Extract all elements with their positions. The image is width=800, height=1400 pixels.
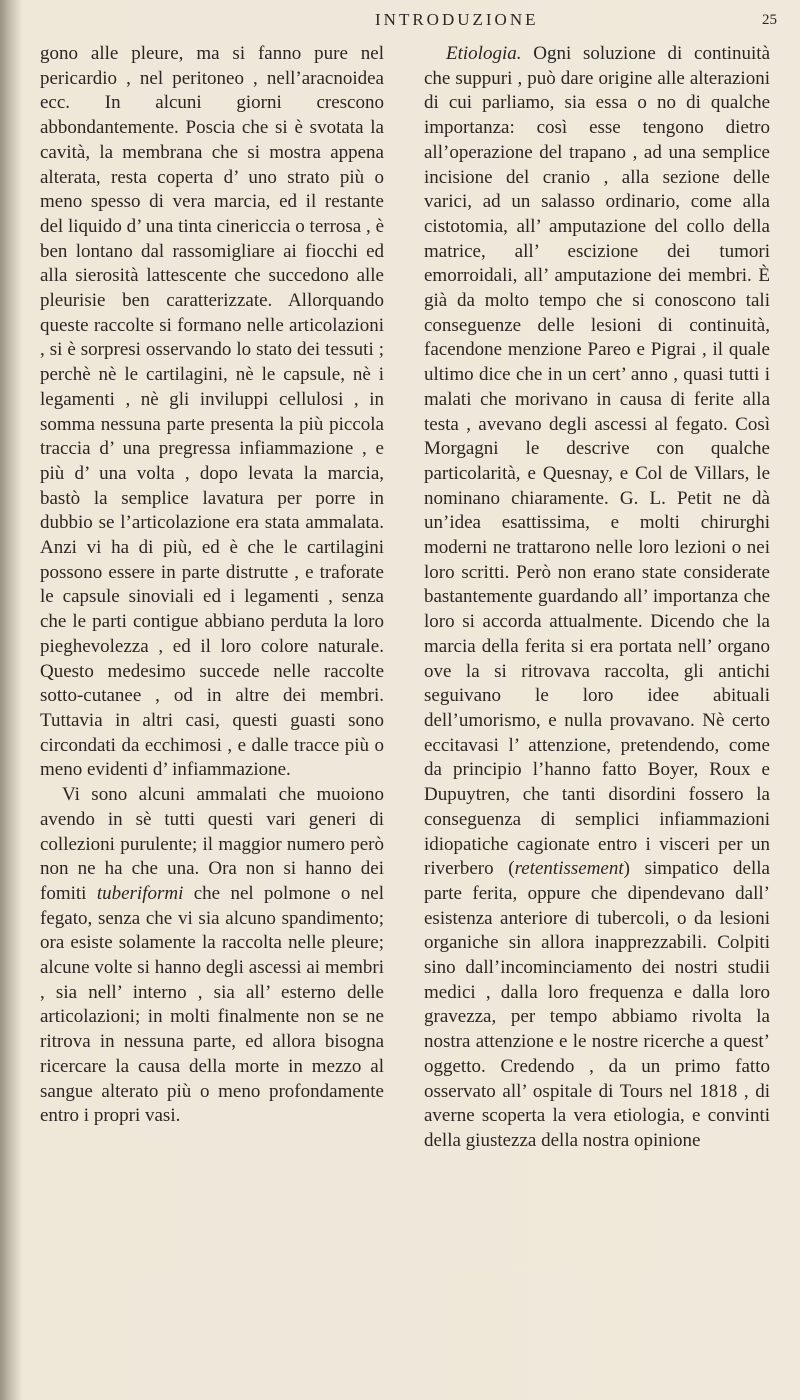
text-run: Ogni soluzione di continuità che suppuri , può dare origine alle alterazioni di cui parliamo, sia essa o no di qualche importanza: così esse tengono dietro all’operazione del trapano , ad una semplice incisione del cranio , alla sezione delle varici, ad un salasso ordinario, come alla cistotomia, all’ amputazione del collo della matrice, all’ escizione dei tumori emorroidali, all’ amputazione dei membri. È già da molto tempo che si conoscono tali conseguenze delle lesioni di continuità, facendone menzione Pareo e Pigrai , il quale ultimo dice che in un cert’ anno , quasi tutti i malati che morivano in causa di ferite alla testa , avevano degli ascessi al fegato. Così Morgagni le descrive con qualche particolarità, e Quesnay, e Col de Villars, le nominano chiaramente. G. L. Petit ne dà un’idea esattissima, e molti chirurghi moderni ne trattarono nelle loro lezioni o nei loro scritti. Però non erano state considerate bastantemente guardando all’ importanza che loro si accorda attualmente. Dicendo che la marcia della ferita si era portata nell’ organo ove la si ritrovava raccolta, gli antichi seguivano le loro idee abituali dell’umorismo, e nulla provavano. Nè certo eccitavasi l’ attenzione, pretendendo, come da principio l’hanno fatto Boyer, Roux e Dupuytren, che tanti disordini fossero la conseguenza di semplici infiammazioni idiopatiche cagionate entro i visceri per un riverbero ( xyxy=(424,43,770,880)
paragraph-etiology xyxy=(424,42,770,1154)
text-run: ) simpatico della parte ferita, oppure che dipendevano dall’ esistenza anteriore di tubercoli, o da lesioni organiche sin allora inapprezzabili. Colpiti sino dall’incominciamento dei nostri studii medici , dalla loro frequenza e dalla loro gravezza, per tempo abbiamo rivolta la nostra attenzione e le nostre ricerche a quest’ oggetto. Credendo , da un primo fatto osservato all’ ospitale di Tours nel 1818 , di averne scoperta la vera etiologia, e convinti della giustezza della nostra opinione xyxy=(424,858,770,1151)
page-number: 25 xyxy=(762,12,777,28)
text-run: che nel polmone o nel fegato, senza che vi sia alcuno spandimento; ora esiste solamente la raccolta nelle pleure; alcune volte si hanno degli ascessi ai membri , sia nell’ interno , sia all’ esterno delle articolazioni; in molti finalmente non se ne ritrova in nessuna parte, ed allora bisogna ricercare la causa della morte in mezzo al sangue alterato più o meno profondamente entro i propri vasi. xyxy=(40,882,384,1127)
running-title: INTRODUZIONE xyxy=(375,10,539,29)
right-column xyxy=(424,42,770,1154)
italic-term: retentissement xyxy=(514,858,624,880)
paragraph-continuation: gono alle pleure, ma si fanno pure nel pericardio , nel peritoneo , nell’aracnoidea ecc. In alcuni giorni crescono abbondantemente. Poscia che si è svotata la cavità, la membrana che si mostra appena alterata, resta coperta d’ uno strato più o meno spesso di vera marcia, ed il restante del liquido d’ una tinta cinericcia o terrosa , è ben lontano dal rassomigliare ai fiocchi ed alla sierosità lattescente che succedono alle pleurisie ben caratterizzate. Allorquando queste raccolte si formano nelle articolazioni , si è sorpresi osservando lo stato dei tessuti ; perchè nè le cartilagini, nè le capsule, nè i legamenti , nè gli inviluppi cellulosi , in somma nessuna parte presenta la più piccola traccia d’ una pregressa infiammazione , e più d’ una volta , dopo levata la marcia, bastò la semplice lavatura per porre in dubbio se l’articolazione era stata ammalata. Anzi vi ha di più, ed è che le cartilagini possono essere in parte distrutte , e traforate le capsule sinoviali ed i legamenti , senza che le parti contigue abbiano perduta la loro pieghevolezza , ed il loro colore naturale. Questo medesimo succede nelle raccolte sotto-cutanee , od in altre dei membri. Tuttavia in altri casi, questi guasti sono circondati da ecchimosi , e dalle tracce più o meno evidenti d’ infiammazione. xyxy=(40,43,384,781)
binding-shadow xyxy=(0,0,22,1400)
left-column xyxy=(40,42,384,1129)
page-header xyxy=(0,10,800,38)
paragraph-collections xyxy=(40,783,384,1129)
italic-term: tuberiformi xyxy=(96,882,184,904)
text-run: Vi sono alcuni ammalati che muoiono avendo in sè tutti questi vari generi di collezioni purulente; il maggior numero però non ne ha che una. Ora non si hanno dei fomiti xyxy=(40,784,384,904)
section-heading-italic: Etiologia. xyxy=(446,43,522,64)
